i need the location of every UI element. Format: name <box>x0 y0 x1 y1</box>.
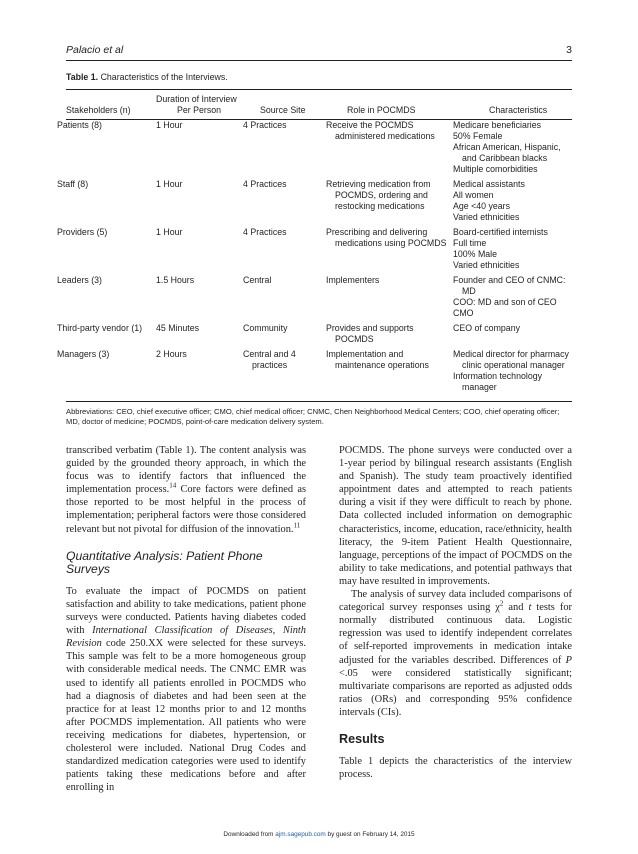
table-row <box>66 120 572 175</box>
text-segment: To evaluate the impact of POCMDS on patient satisfaction and ability to take medications, patient phone surveys were conducted. Patients having diabetes coded with <box>66 585 306 637</box>
characteristic-item: CEO of company <box>453 323 520 333</box>
cell-stakeholder: Providers (5) <box>57 227 108 237</box>
cell-role: Implementers <box>326 275 380 285</box>
cell-source-site: Central <box>243 275 272 285</box>
superscript: 2 <box>499 599 504 608</box>
table-row <box>66 319 572 345</box>
characteristic-item: Founder and CEO of CNMC: MD <box>453 275 566 296</box>
cell-stakeholder: Managers (3) <box>57 349 110 359</box>
download-footer <box>0 831 638 838</box>
subheading-quantitative: Quantitative Analysis: Patient Phone Surveys <box>66 548 263 576</box>
characteristic-item: 100% Male <box>453 249 498 259</box>
table-1 <box>57 72 572 427</box>
paragraph-survey-data: POCMDS. The phone surveys were conducted over a 1-year period by bilingual research assistants (English and Spanish). The study team proactively identified appointment dates and attempted to reach patients during a visit if they were difficult to reach by phone. Data collected included information on demographic characteristics, income, education, race/ethnicity, health literacy, the 9-item Patient Health Questionnaire, language, perceptions of the impact of POCMDS on the ability to take medications, and potential pathways that may have resulted in improvements. <box>339 445 572 587</box>
cell-duration: 1 Hour <box>156 120 183 130</box>
text-segment: transcribed verbatim (Table 1). The content analysis was guided by the grounded theory approach, in which the focus was to identify factors that influenced the implementation process. <box>66 445 306 496</box>
characteristic-item: CMO <box>453 308 474 318</box>
paragraph-analysis <box>339 588 572 719</box>
text-italic: t <box>528 602 532 614</box>
table-header-row <box>66 90 572 119</box>
table-row <box>66 223 572 271</box>
paragraph-results: Table 1 depicts the characteristics of the interview process. <box>339 756 572 781</box>
text-italic: International Classification of Diseases, Ninth Revision <box>66 625 306 650</box>
header-characteristics: Characteristics <box>489 105 548 115</box>
characteristic-item: Varied ethnicities <box>453 212 520 222</box>
header-duration-line1: Duration of Interview <box>156 94 237 104</box>
table-footnote: Abbreviations: CEO, chief executive officer; CMO, chief medical officer; CNMC, Chen Neighborhood Medical Centers; COO, chief operating officer; MD, doctor of medicine; POCMDS, point-of-care medication delivery system. <box>66 407 560 426</box>
cell-characteristics <box>453 345 572 393</box>
cell-characteristics <box>453 271 572 319</box>
characteristic-item: Medical director for pharmacy clinic operational manager <box>453 349 569 370</box>
table-caption-text: Characteristics of the Interviews. <box>100 72 228 82</box>
text-segment: tests for normally distributed continuous data. Logistic regression was used to identify independent correlates of self-reported improvements in medication intake adjusted for the variables described. Differences of <box>339 602 572 666</box>
characteristic-item: Medicare beneficiaries <box>453 120 542 130</box>
cell-source-site: 4 Practices <box>243 120 287 130</box>
cell-source-site: Central and 4 practices <box>243 349 296 370</box>
text-italic: P <box>565 654 572 666</box>
characteristic-item: Age <40 years <box>453 201 510 211</box>
cell-characteristics <box>453 319 572 345</box>
footer-link[interactable]: ajm.sagepub.com <box>275 831 326 838</box>
cell-duration: 1 Hour <box>156 179 183 189</box>
text-segment: and <box>503 602 529 614</box>
table-row <box>66 175 572 223</box>
running-head <box>66 44 572 56</box>
characteristic-item: African American, Hispanic, and Caribbean blacks <box>453 142 561 163</box>
body-column-left <box>66 444 306 794</box>
table-caption <box>66 72 572 83</box>
cell-characteristics <box>453 120 572 175</box>
cell-duration: 2 Hours <box>156 349 187 359</box>
cell-role: Receive the POCMDS administered medications <box>326 120 435 141</box>
text-segment: Core factors were defined as those reported to be most helpful in the process of implementation; peripheral factors were those considered relevant but not pivotal for diffusion of the innovation. <box>66 484 306 535</box>
cell-stakeholder: Leaders (3) <box>57 275 102 285</box>
characteristic-item: Varied ethnicities <box>453 260 520 270</box>
cell-characteristics <box>453 223 572 271</box>
citation-ref: 11 <box>293 521 301 530</box>
paragraph-content-analysis <box>66 444 306 536</box>
cell-role: Implementation and maintenance operations <box>326 349 429 370</box>
results-heading: Results <box>339 731 385 746</box>
cell-duration: 1.5 Hours <box>156 275 195 285</box>
header-role: Role in POCMDS <box>347 105 416 115</box>
text-segment: code 250.XX were selected for these surveys. This sample was felt to be a more homogeneous group with considerable medical needs. The CNMC EMR was used to identify all patients enrolled in POCMDS who had a diagnosis of diabetes and had been seen at the practice for at least 12 months prior to and 12 months after POCMDS implementation. All patients who were receiving medications for diabetes, hypertension, or cholesterol were included. National Drug Codes and standardized medication categories were used to identify patients taking these medications before and after enrolling in <box>66 638 306 794</box>
characteristic-item: Medical assistants <box>453 179 525 189</box>
cell-stakeholder: Staff (8) <box>57 179 89 189</box>
cell-role: Retrieving medication from POCMDS, ordering and restocking medications <box>326 179 431 211</box>
citation-ref: 14 <box>169 481 177 490</box>
characteristic-item: Information technology manager <box>453 371 542 392</box>
table-row <box>66 271 572 319</box>
text-segment: The analysis of survey data included comparisons of categorical survey responses using χ <box>339 589 572 614</box>
interviews-table <box>57 90 572 393</box>
characteristic-item: Multiple comorbidities <box>453 164 538 174</box>
table-bottom-rule <box>66 401 572 402</box>
characteristic-item: Board-certified internists <box>453 227 548 237</box>
header-duration <box>156 90 252 119</box>
characteristic-item: Full time <box>453 238 487 248</box>
characteristic-item: 50% Female <box>453 131 503 141</box>
header-rule <box>66 60 572 61</box>
page-number: 3 <box>566 44 572 56</box>
cell-role: Provides and supports POCMDS <box>326 323 414 344</box>
cell-role: Prescribing and delivering medications using POCMDS <box>326 227 447 248</box>
table-body <box>57 120 572 393</box>
header-stakeholders: Stakeholders (n) <box>66 105 131 115</box>
paragraph-phone-surveys <box>66 585 306 795</box>
cell-characteristics <box>453 175 572 223</box>
cell-source-site: 4 Practices <box>243 179 287 189</box>
cell-stakeholder: Third-party vendor (1) <box>57 323 143 333</box>
characteristic-item: All women <box>453 190 494 200</box>
footer-prefix: Downloaded from <box>223 831 276 838</box>
text-segment: <.05 were considered statistically significant; multivariate comparisons are reported as adjusted odds ratios (ORs) and corresponding 95% confidence intervals (CIs). <box>339 667 572 718</box>
cell-duration: 1 Hour <box>156 227 183 237</box>
running-head-authors: Palacio et al <box>66 44 124 56</box>
body-column-right <box>339 444 572 781</box>
footer-suffix: by guest on February 14, 2015 <box>325 831 415 838</box>
header-source-site: Source Site <box>260 105 306 115</box>
table-caption-label: Table 1. <box>66 72 99 82</box>
cell-source-site: Community <box>243 323 288 333</box>
cell-duration: 45 Minutes <box>156 323 200 333</box>
characteristic-item: COO: MD and son of CEO <box>453 297 557 307</box>
table-row <box>66 345 572 393</box>
cell-source-site: 4 Practices <box>243 227 287 237</box>
header-duration-line2: Per Person <box>177 105 222 115</box>
cell-stakeholder: Patients (8) <box>57 120 102 130</box>
